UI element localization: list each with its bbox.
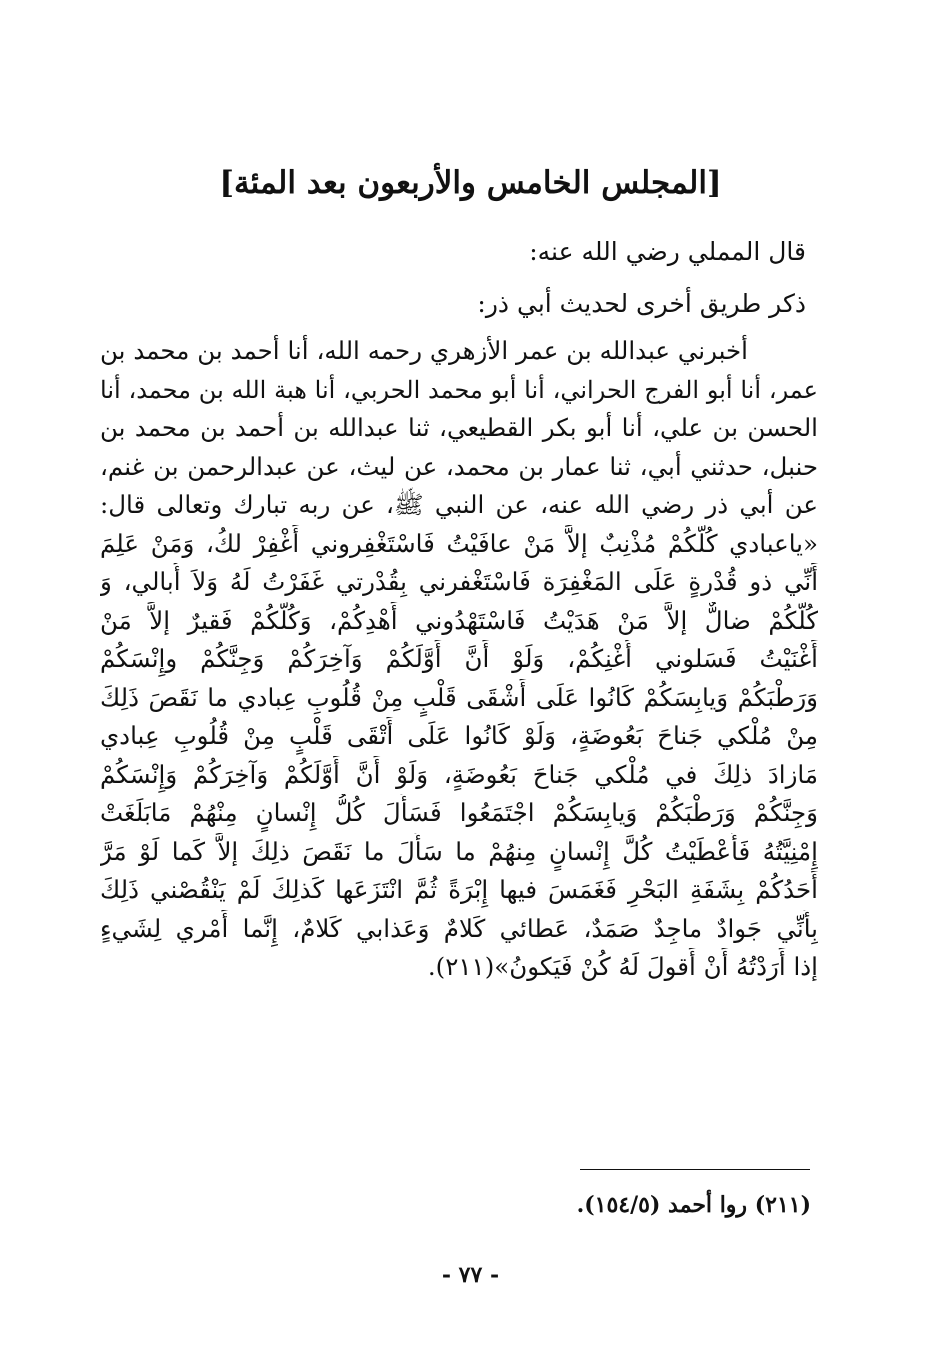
body-line: عمر، أنا أبو الفرج الحراني، أنا أبو محمد الحربي، أنا هبة الله بن محمد، أنا [100, 375, 818, 404]
body-line: الحسن بن علي، أنا أبو بكر القطيعي، ثنا عبدالله بن أحمد بن محمد بن [100, 413, 818, 442]
body-line: حنبل، حدثني أبي، ثنا عمار بن محمد، عن ليث، عن عبدالرحمن بن غنم، [100, 451, 818, 481]
section-title: [المجلس الخامس والأربعون بعد المئة] [219, 165, 722, 201]
hadith-body [100, 332, 818, 987]
body-line: وَرَطْبَكُمْ وَيابِسَكُمْ كَانُوا عَلَى أَشْقَى قَلْبٍ مِنْ قُلُوبِ عِبادي ما نَقَصَ ذَلِكَ [100, 682, 818, 712]
body-line: بِأَنِّي جَوادٌ ماجِدٌ صَمَدٌ، عَطائي كَلامٌ وَعَذابي كَلامٌ، إِنَّما أَمْري لِشَيءٍ [100, 913, 818, 943]
body-line: مَازادَ ذلِكَ في مُلْكي جَناحَ بَعُوضَةٍ، وَلَوْ أَنَّ أَوَّلَكُمْ وَآخِرَكُمْ وَإِنْسَكُمْ [100, 759, 818, 789]
footnote: (٢١١) روا أحمد (١٥٤/٥). [576, 1192, 811, 1218]
body-line: وَجِنَّكُمْ وَرَطْبَكُمْ وَيابِسَكُمْ اجْتَمَعُوا فَسَأَلَ كُلُّ إِنْسانٍ مِنْهُمْ مَابَلَغَتْ [100, 798, 818, 827]
body-line: إِمْنِيَّتُهُ فَأَعْطَيْتُ كُلَّ إِنْسانٍ مِنهُمْ ما سَأَلَ ما نَقَصَ ذلِكَ إلاَّ كَما لَوْ مَرَّ [100, 836, 818, 866]
body-line: «ياعبادي كُلُّكُمْ مُذْنِبٌ إلاَّ مَنْ عافَيْتُ فَاسْتَغْفِروني أَغْفِرْ لكُ، وَمَنْ عَلِمَ [100, 528, 818, 558]
body-line: إذا أَرَدْتُهُ أَنْ أَقولَ لَهُ كُنْ فَيَكونُ»(٢١١). [427, 952, 818, 981]
intro-line-hadith-route: ذكر طريق أخرى لحديث أبي ذر: [477, 289, 806, 318]
body-line: مِنْ مُلْكي جَناحَ بَعُوضَةٍ، وَلَوْ كَانُوا عَلَى أَتْقَى قَلْبٍ مِنْ قُلُوبِ عِبادي [100, 721, 818, 750]
page-number: - ٧٧ - [441, 1262, 500, 1288]
body-line: أَحَدُكُمْ بِشَفَةِ البَحْرِ فَغَمَسَ فيها إِبْرَةً ثُمَّ انْتَزَعَها كَذلِكَ لَمْ يَنْقُصْني ذَلِكَ [100, 875, 818, 904]
body-line: أَغْنَيْتُ فَسَلوني أُغْنِكُمْ، وَلَوْ أَنَّ أَوَّلَكُمْ وَآخِرَكُمْ وَجِنَّكُمْ وإِنْسَكُمْ [100, 644, 818, 673]
footnote-divider [580, 1169, 810, 1170]
body-line: أخبرني عبدالله بن عمر الأزهري رحمه الله، أنا أحمد بن محمد بن [100, 336, 748, 365]
body-line: أَنِّي ذو قُدْرةٍ عَلَى المَغْفِرَة فَاسْتَغْفرني بِقُدْرتي غَفَرْتُ لَهُ وَلاَ أُبالي، وَ [100, 567, 818, 596]
body-line: عن أبي ذر رضي الله عنه، عن النبي ﷺ، عن ربه تبارك وتعالى قال: [100, 490, 818, 519]
body-line: كُلُّكُمْ ضالٌّ إلاَّ مَنْ هَدَيْتُ فَاسْتَهْدُوني أَهْدِكُمْ، وَكُلُّكُمْ فَقيرٌ إلاَّ مَنْ [100, 605, 818, 635]
intro-line-dictator: قال المملي رضي الله عنه: [529, 237, 806, 266]
